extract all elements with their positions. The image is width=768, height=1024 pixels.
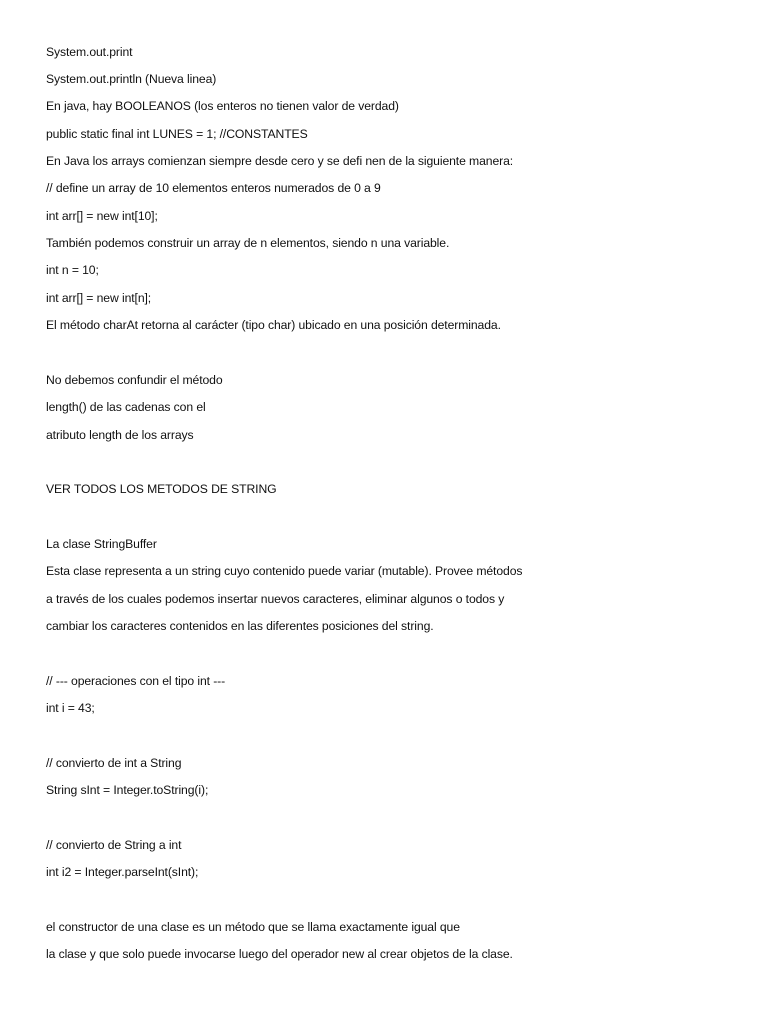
text-line: La clase StringBuffer (46, 537, 157, 551)
text-line: int i = 43; (46, 701, 95, 715)
text-line: El método charAt retorna al carácter (tipo char) ubicado en una posición determinada. (46, 318, 501, 332)
section-heading: VER TODOS LOS METODOS DE STRING (46, 482, 277, 496)
text-line: el constructor de una clase es un método que se llama exactamente igual que (46, 920, 460, 934)
text-line: // define un array de 10 elementos enteros numerados de 0 a 9 (46, 181, 381, 195)
text-line: // --- operaciones con el tipo int --- (46, 674, 226, 688)
text-line: cambiar los caracteres contenidos en las diferentes posiciones del string. (46, 619, 434, 633)
text-line: a través de los cuales podemos insertar nuevos caracteres, eliminar algunos o todos y (46, 592, 505, 606)
text-line: System.out.print (46, 45, 133, 59)
text-line: public static final int LUNES = 1; //CONSTANTES (46, 127, 308, 141)
text-line: atributo length de los arrays (46, 428, 194, 442)
text-line: System.out.println (Nueva linea) (46, 72, 217, 86)
text-line: String sInt = Integer.toString(i); (46, 783, 209, 797)
text-line: la clase y que solo puede invocarse luego del operador new al crear objetos de la clase. (46, 947, 513, 961)
text-line: int n = 10; (46, 263, 99, 277)
text-line: // convierto de String a int (46, 838, 182, 852)
text-line: No debemos confundir el método (46, 373, 223, 387)
text-line: int arr[] = new int[n]; (46, 291, 152, 305)
text-line: int i2 = Integer.parseInt(sInt); (46, 865, 199, 879)
text-line: length() de las cadenas con el (46, 400, 206, 414)
text-line: En Java los arrays comienzan siempre desde cero y se defi nen de la siguiente manera: (46, 154, 514, 168)
text-line: int arr[] = new int[10]; (46, 209, 158, 223)
text-line: En java, hay BOOLEANOS (los enteros no tienen valor de verdad) (46, 99, 399, 113)
text-line: Esta clase representa a un string cuyo contenido puede variar (mutable). Provee métodos (46, 564, 523, 578)
text-line: // convierto de int a String (46, 756, 182, 770)
text-line: También podemos construir un array de n elementos, siendo n una variable. (46, 236, 450, 250)
